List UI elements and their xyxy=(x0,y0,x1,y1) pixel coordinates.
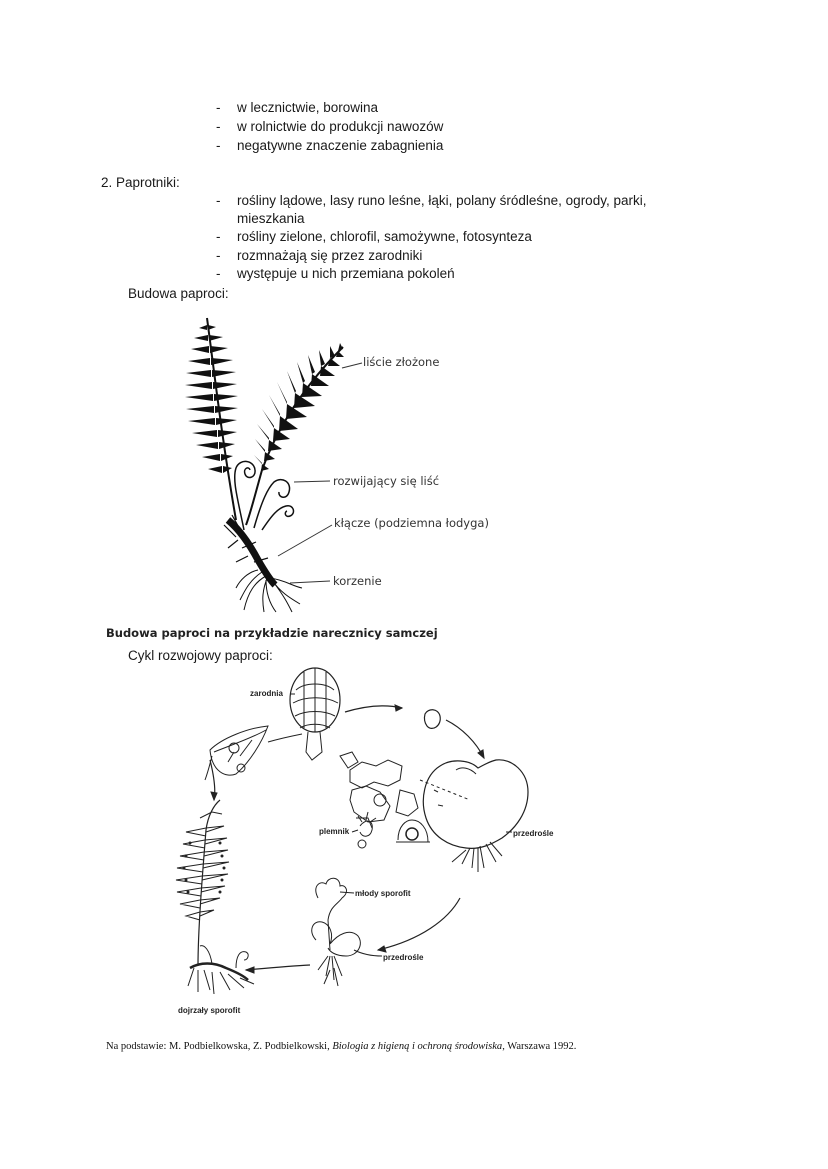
list-item-text: rośliny lądowe, lasy runo leśne, łąki, polany śródleśne, ogrody, parki, xyxy=(237,193,647,208)
label-rhizome: kłącze (podziemna łodyga) xyxy=(334,516,489,530)
list-item-text: rozmnażają się przez zarodniki xyxy=(237,248,423,263)
source-prefix: Na podstawie: M. Podbielkowska, Z. Podbielkowski, xyxy=(106,1041,333,1052)
label-sporangia: zarodnia xyxy=(250,689,283,698)
label-prothallus-2: przedrośle xyxy=(383,953,424,962)
figure-caption: Budowa paproci na przykładzie narecznicy samczej xyxy=(106,626,438,640)
subheading-cycle: Cykl rozwojowy paproci: xyxy=(128,648,273,663)
label-developing-leaf: rozwijający się liść xyxy=(333,474,440,488)
label-roots: korzenie xyxy=(333,574,382,588)
list-item-continuation: mieszkania xyxy=(237,211,305,226)
source-suffix: , Warszawa 1992. xyxy=(502,1041,577,1052)
label-mature-sporophyte: dojrzały sporofit xyxy=(178,1006,241,1015)
section-heading: 2. Paprotniki: xyxy=(101,175,180,190)
list-item-text: w rolnictwie do produkcji nawozów xyxy=(237,119,444,134)
source-title: Biologia z higieną i ochroną środowiska xyxy=(332,1041,503,1052)
label-leaves: liście złożone xyxy=(363,355,440,369)
subheading-budowa: Budowa paproci: xyxy=(128,286,229,301)
list-item-text: rośliny zielone, chlorofil, samożywne, fotosynteza xyxy=(237,229,532,244)
label-young-sporophyte: młody sporofit xyxy=(355,889,411,898)
list-item-text: występuje u nich przemiana pokoleń xyxy=(237,266,455,281)
label-prothallus: przedrośle xyxy=(513,829,554,838)
list-item-text: w lecznictwie, borowina xyxy=(237,100,379,115)
label-sperm: plemnik xyxy=(319,827,350,836)
list-item-text: negatywne znaczenie zabagnienia xyxy=(237,138,444,153)
source-citation xyxy=(106,1041,576,1052)
